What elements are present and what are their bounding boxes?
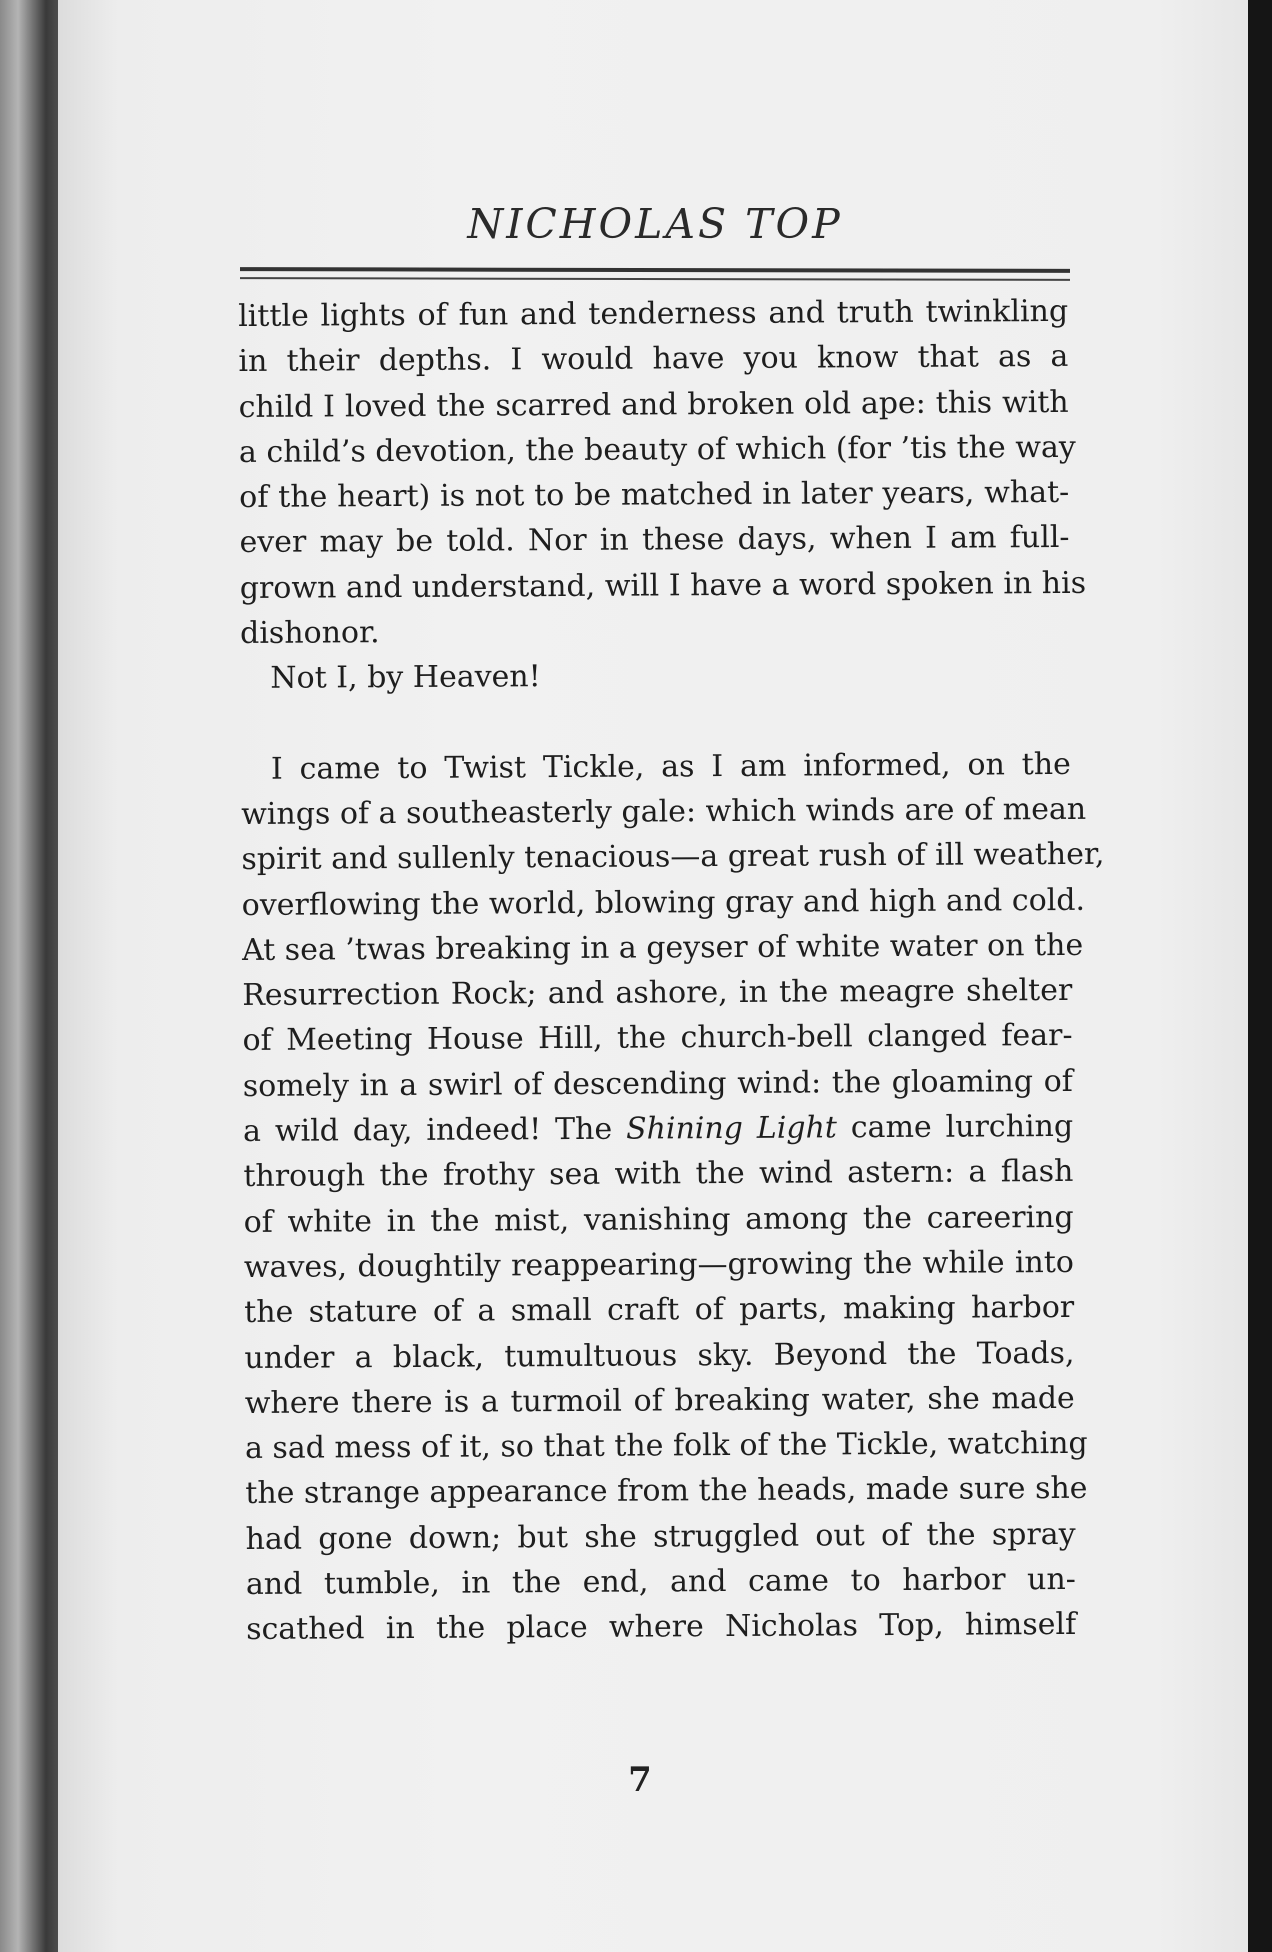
text-line: waves, doughtily reappearing—growing the while into [243, 1244, 1075, 1285]
text-line: of Meeting House Hill, the church-bell clanged fear- [242, 1018, 1073, 1059]
text-line: somely in a swirl of descending wind: the gloaming of [242, 1063, 1073, 1104]
text-line: and tumble, in the end, and came to harbor un- [245, 1561, 1076, 1602]
text-line: of the heart) is not to be matched in later years, what- [239, 475, 1070, 516]
text-line: in their depths. I would have you know that as a [238, 339, 1069, 380]
text-segment: came lurching [850, 1108, 1074, 1146]
text-line: wings of a southeasterly gale: which winds are of mean [241, 791, 1087, 832]
text-line: a child’s devotion, the beauty of which (for ’tis the way [238, 429, 1076, 470]
body-text [238, 289, 1105, 1653]
text-line: spirit and sullenly tenacious—a great rush of ill weather, [241, 836, 1105, 878]
text-line: overflowing the world, blowing gray and high and cold. [241, 882, 1086, 923]
text-line: I came to Twist Tickle, as I am informed, on the [270, 746, 1071, 787]
text-line: grown and understand, will I have a word spoken in his [239, 565, 1087, 606]
book-binding [0, 0, 60, 1952]
text-line: a sad mess of it, so that the folk of the Tickle, watching [244, 1425, 1088, 1467]
scan-border [1248, 0, 1272, 1952]
text-line: the strange appearance from the heads, made sure she [245, 1471, 1088, 1512]
text-line: At sea ’twas breaking in a geyser of white water on the [241, 927, 1084, 968]
text-line: little lights of fun and tenderness and truth twinkling [238, 293, 1069, 334]
text-segment: a wild day, indeed! The [243, 1111, 613, 1150]
text-line: under a black, tumultuous sky. Beyond the Toads, [244, 1335, 1075, 1376]
text-line: where there is a turmoil of breaking water, she made [244, 1380, 1075, 1421]
text-line-with-ship-name [243, 1104, 1073, 1154]
text-line: had gone down; but she struggled out of the spray [245, 1516, 1076, 1557]
text-line: dishonor. [239, 615, 380, 652]
running-head: NICHOLAS TOP [467, 200, 843, 248]
text-line: Not I, by Heaven! [270, 659, 541, 697]
text-line: child I loved the scarred and broken old ape: this with [238, 384, 1069, 425]
text-line: the stature of a small craft of parts, making harbor [244, 1290, 1075, 1331]
ship-name: Shining Light [625, 1110, 838, 1147]
text-line: of white in the mist, vanishing among the careering [243, 1199, 1074, 1240]
section-break [240, 697, 1070, 747]
text-line: through the frothy sea with the wind astern: a flash [243, 1154, 1074, 1195]
page-number: 7 [628, 1760, 652, 1800]
text-line: ever may be told. Nor in these days, when I am full- [239, 520, 1070, 561]
text-line: scathed in the place where Nicholas Top, himself [246, 1607, 1077, 1648]
text-line: Resurrection Rock; and ashore, in the meagre shelter [242, 973, 1073, 1014]
